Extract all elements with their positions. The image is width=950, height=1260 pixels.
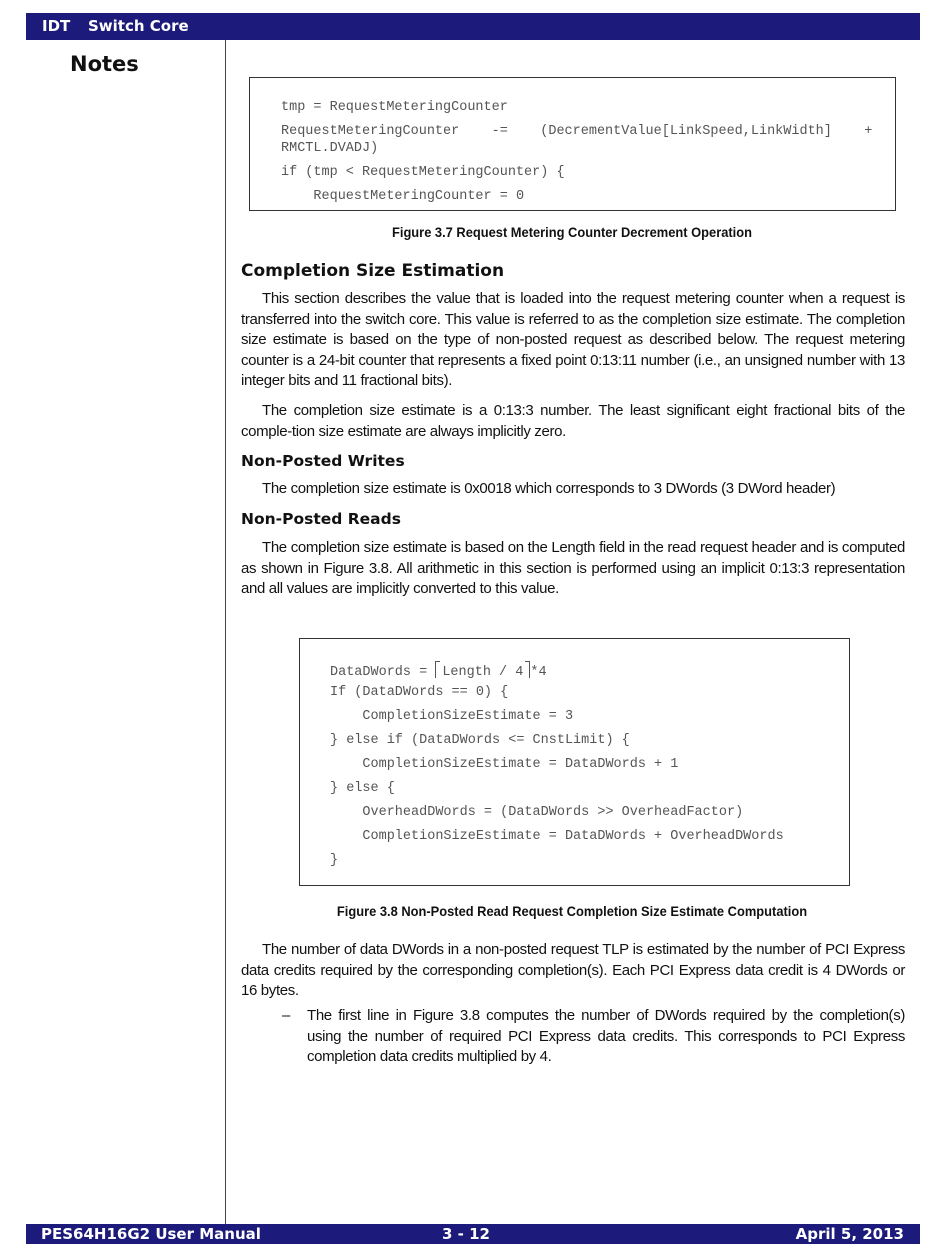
figure-3-8-code-box xyxy=(299,638,850,886)
code-line: } else { xyxy=(330,781,395,796)
section-title: Completion Size Estimation xyxy=(241,261,505,281)
figure-3-7-code-box xyxy=(249,77,896,211)
non-posted-reads-paragraph: The completion size estimate is based on the Length field in the read request header and is computed as shown in Figure 3.8. All arithmetic in this section is performed using an implicit 0:13:3 representation and all values are implicitly converted to this value. xyxy=(241,539,905,597)
footer-date: April 5, 2013 xyxy=(795,1225,904,1243)
header-section: Switch Core xyxy=(88,17,189,35)
code-line: CompletionSizeEstimate = 3 xyxy=(330,709,574,724)
code-line: tmp = RequestMeteringCounter xyxy=(281,100,508,115)
notes-title: Notes xyxy=(70,52,139,76)
non-posted-writes-title: Non-Posted Writes xyxy=(241,452,405,470)
figure-3-7-caption: Figure 3.7 Request Metering Counter Decrement Operation xyxy=(391,224,752,240)
code-line: CompletionSizeEstimate = DataDWords + 1 xyxy=(330,757,679,772)
non-posted-reads-title: Non-Posted Reads xyxy=(241,510,401,528)
bullet-item: The first line in Figure 3.8 computes the number of DWords required by the completion(s) using the number of required PCI Express data credits. This corresponds to PCI Express completion data credits multiplied by 4. xyxy=(307,1007,905,1065)
tail-paragraph: The number of data DWords in a non-posted request TLP is estimated by the number of PCI Express data credits required by the corresponding completion(s). Each PCI Express data credit is 4 DWords or 16 bytes. xyxy=(241,941,905,999)
header-brand: IDT xyxy=(42,17,71,35)
code-line: RMCTL.DVADJ) xyxy=(281,141,379,156)
code-line: If (DataDWords == 0) { xyxy=(330,685,509,700)
code-line: RequestMeteringCounter -= (DecrementValue[LinkSpeed,LinkWidth] + xyxy=(281,124,873,139)
code-line: RequestMeteringCounter = 0 xyxy=(281,189,525,204)
footer-manual-title: PES64H16G2 User Manual xyxy=(41,1225,261,1243)
code-line: DataDWords = Length / 4 *4 xyxy=(330,661,547,680)
footer-page-number: 3 - 12 xyxy=(442,1225,490,1243)
code-line: OverheadDWords = (DataDWords >> OverheadFactor) xyxy=(330,805,744,820)
code-line: CompletionSizeEstimate = DataDWords + OverheadDWords xyxy=(330,829,784,844)
page-footer xyxy=(26,1224,920,1244)
page-header xyxy=(26,13,920,40)
ceiling-bracket-left xyxy=(435,661,440,678)
code-line: } xyxy=(330,853,339,868)
section-paragraph-1: This section describes the value that is loaded into the request metering counter when a request is transferred into the switch core. This value is referred to as the completion size estimate. The completion size estimate is based on the type of non-posted request as described below. The request metering counter is a 24-bit counter that represents a fixed point 0:13:11 number (i.e., an unsigned number with 13 integer bits and 11 fractional bits). xyxy=(241,290,905,389)
code-line: if (tmp < RequestMeteringCounter) { xyxy=(281,165,565,180)
code-line: } else if (DataDWords <= CnstLimit) { xyxy=(330,733,630,748)
non-posted-writes-paragraph: The completion size estimate is 0x0018 which corresponds to 3 DWords (3 DWord header) xyxy=(262,480,836,497)
sidebar-divider xyxy=(225,40,226,1224)
section-paragraph-2: The completion size estimate is a 0:13:3 number. The least significant eight fractional bits of the comple-tion size estimate are always implicitly zero. xyxy=(241,402,905,440)
figure-3-8-caption: Figure 3.8 Non-Posted Read Request Completion Size Estimate Computation xyxy=(336,903,808,919)
bullet-dash: – xyxy=(282,1007,291,1024)
